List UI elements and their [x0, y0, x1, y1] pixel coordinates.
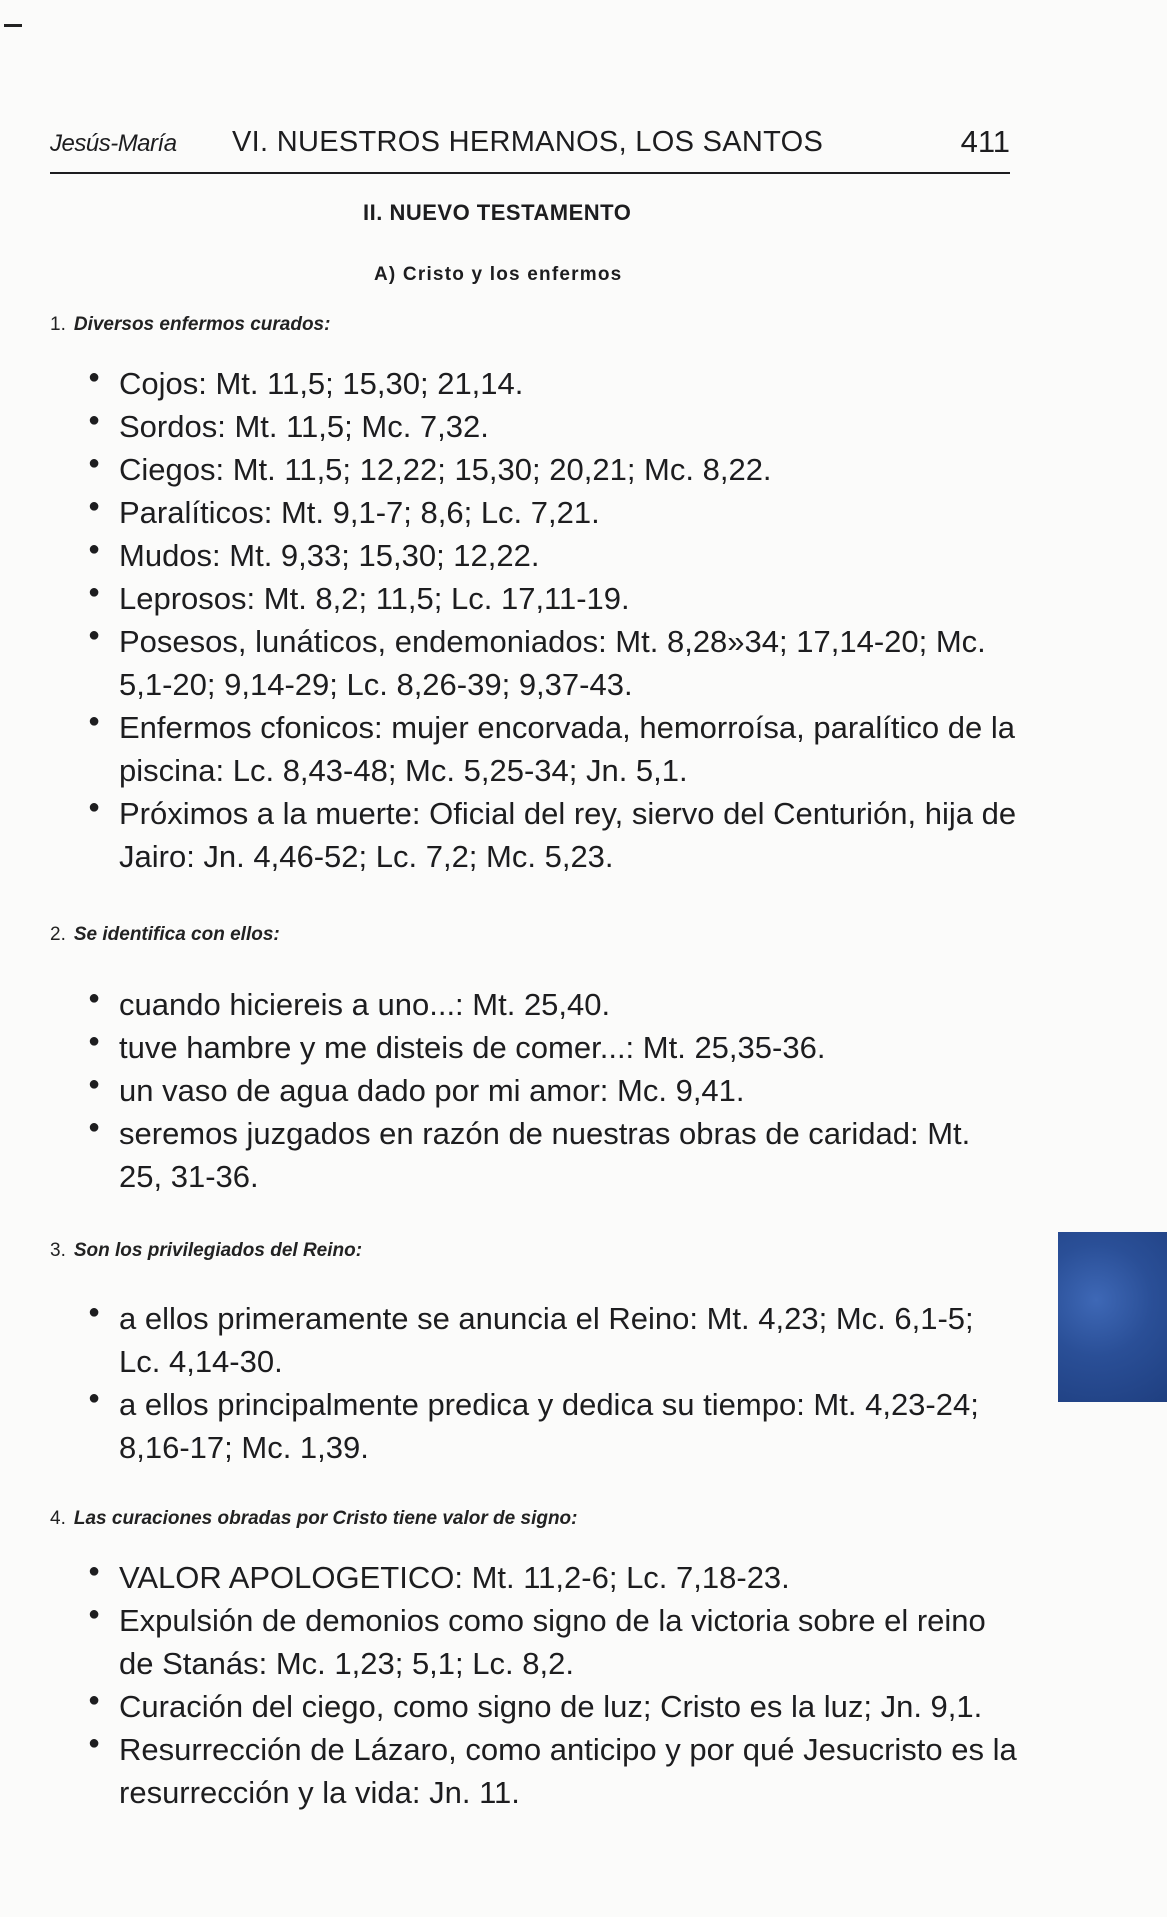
list-item-text: seremos juzgados en razón de nuestras obras de caridad: Mt. 25, 31-36.	[119, 1116, 971, 1194]
list-item	[88, 1112, 1018, 1198]
section-number: 2.	[50, 924, 66, 945]
list-item	[88, 1728, 1018, 1814]
list-item-text: Cojos: Mt. 11,5; 15,30; 21,14.	[119, 366, 524, 401]
list-item	[88, 620, 1018, 706]
list-item-text: cuando hiciereis a uno...: Mt. 25,40.	[119, 987, 611, 1022]
list-item-text: Mudos: Mt. 9,33; 15,30; 12,22.	[119, 538, 540, 573]
section-heading-3	[50, 1240, 362, 1262]
list-item-text: Posesos, lunáticos, endemoniados: Mt. 8,28»34; 17,14-20; Mc. 5,1-20; 9,14-29; Lc. 8,26-39; 9,37-43.	[119, 624, 986, 702]
bullet-icon: ●	[88, 1030, 101, 1052]
scan-corner-mark	[4, 24, 22, 27]
bullet-icon: ●	[88, 1603, 101, 1625]
list-item-text: Ciegos: Mt. 11,5; 12,22; 15,30; 20,21; Mc. 8,22.	[119, 452, 772, 487]
running-header	[50, 126, 1010, 174]
list-section-4	[88, 1556, 1018, 1814]
list-item	[88, 706, 1018, 792]
bullet-icon: ●	[88, 796, 101, 818]
bullet-icon: ●	[88, 452, 101, 474]
section-heading-4	[50, 1508, 578, 1530]
bullet-icon: ●	[88, 1073, 101, 1095]
list-item-text: tuve hambre y me disteis de comer...: Mt. 25,35-36.	[119, 1030, 826, 1065]
bullet-icon: ●	[88, 495, 101, 517]
bullet-icon: ●	[88, 624, 101, 646]
list-item-text: Leprosos: Mt. 8,2; 11,5; Lc. 17,11-19.	[119, 581, 630, 616]
list-item-text: Curación del ciego, como signo de luz; Cristo es la luz; Jn. 9,1.	[119, 1689, 983, 1724]
list-section-1	[88, 362, 1018, 878]
list-section-2	[88, 983, 1018, 1198]
bullet-icon: ●	[88, 987, 101, 1009]
blue-edge-tab	[1058, 1232, 1167, 1402]
section-heading-2	[50, 924, 280, 946]
bullet-icon: ●	[88, 1387, 101, 1409]
bullet-icon: ●	[88, 1732, 101, 1754]
list-item-text: un vaso de agua dado por mi amor: Mc. 9,41.	[119, 1073, 745, 1108]
section-heading-text: Son los privilegiados del Reino:	[73, 1240, 363, 1261]
list-item	[88, 1599, 1018, 1685]
section-number: 3.	[50, 1240, 66, 1261]
section-heading-text: Se identifica con ellos:	[73, 924, 280, 945]
subsection-title: A) Cristo y los enfermos	[374, 264, 623, 285]
list-section-3	[88, 1297, 1018, 1469]
list-item-text: Resurrección de Lázaro, como anticipo y por qué Jesucristo es la resurrección y la vida: Jn. 11.	[119, 1732, 1017, 1810]
list-item	[88, 1069, 1018, 1112]
section-heading-1	[50, 314, 330, 336]
list-item	[88, 1383, 1018, 1469]
list-item-text: Paralíticos: Mt. 9,1-7; 8,6; Lc. 7,21.	[119, 495, 600, 530]
list-item-text: VALOR APOLOGETICO: Mt. 11,2-6; Lc. 7,18-23.	[119, 1560, 790, 1595]
bullet-icon: ●	[88, 366, 101, 388]
bullet-icon: ●	[88, 409, 101, 431]
list-item	[88, 1556, 1018, 1599]
list-item	[88, 792, 1018, 878]
list-item	[88, 362, 1018, 405]
list-item	[88, 491, 1018, 534]
bullet-icon: ●	[88, 1560, 101, 1582]
list-item-text: a ellos principalmente predica y dedica su tiempo: Mt. 4,23-24; 8,16-17; Mc. 1,39.	[119, 1387, 979, 1465]
section-heading-text: Diversos enfermos curados:	[73, 314, 331, 335]
list-item	[88, 534, 1018, 577]
section-number: 1.	[50, 314, 66, 335]
list-item	[88, 405, 1018, 448]
bullet-icon: ●	[88, 1689, 101, 1711]
list-item	[88, 448, 1018, 491]
header-author: Jesús-María	[50, 130, 177, 157]
list-item-text: Sordos: Mt. 11,5; Mc. 7,32.	[119, 409, 489, 444]
list-item-text: Expulsión de demonios como signo de la victoria sobre el reino de Stanás: Mc. 1,23; 5,1; Lc. 8,2.	[119, 1603, 986, 1681]
list-item	[88, 1685, 1018, 1728]
section-heading-text: Las curaciones obradas por Cristo tiene valor de signo:	[73, 1508, 578, 1529]
list-item-text: Enfermos cfonicos: mujer encorvada, hemorroísa, paralítico de la piscina: Lc. 8,43-48; Mc. 5,25-34; Jn. 5,1.	[119, 710, 1015, 788]
list-item	[88, 1026, 1018, 1069]
bullet-icon: ●	[88, 710, 101, 732]
section-number: 4.	[50, 1508, 66, 1529]
list-item	[88, 577, 1018, 620]
bullet-icon: ●	[88, 538, 101, 560]
header-chapter: VI. NUESTROS HERMANOS, LOS SANTOS	[232, 126, 824, 158]
page-number: 411	[960, 124, 1010, 159]
list-item-text: a ellos primeramente se anuncia el Reino: Mt. 4,23; Mc. 6,1-5; Lc. 4,14-30.	[119, 1301, 974, 1379]
bullet-icon: ●	[88, 581, 101, 603]
bullet-icon: ●	[88, 1116, 101, 1138]
list-item-text: Próximos a la muerte: Oficial del rey, siervo del Centurión, hija de Jairo: Jn. 4,46-52; Lc. 7,2; Mc. 5,23.	[119, 796, 1017, 874]
section-title: II. NUEVO TESTAMENTO	[363, 200, 632, 225]
list-item	[88, 983, 1018, 1026]
list-item	[88, 1297, 1018, 1383]
bullet-icon: ●	[88, 1301, 101, 1323]
